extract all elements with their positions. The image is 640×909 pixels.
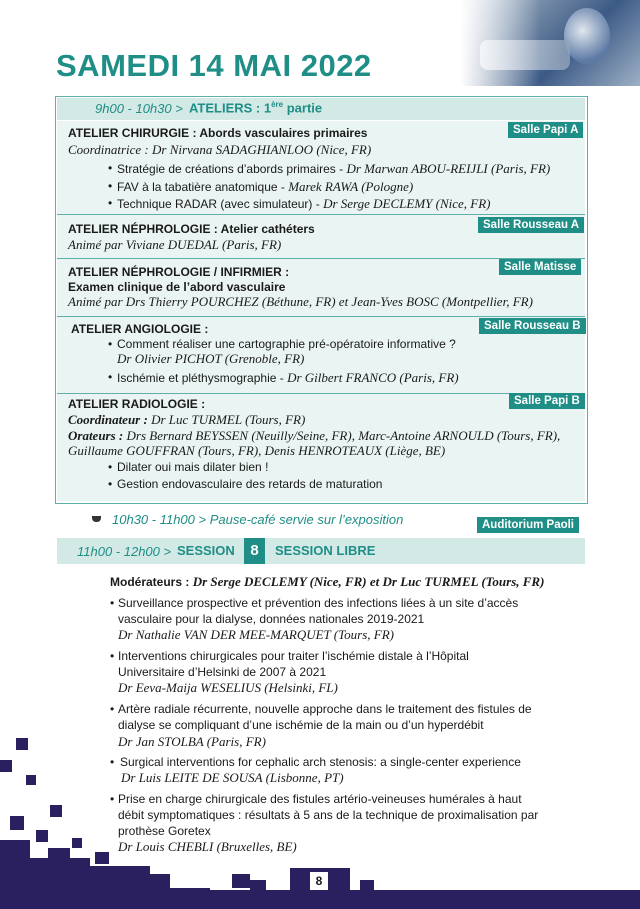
atelier-orators: Orateurs : Drs Bernard BEYSSEN (Neuilly/Seine, FR), Marc-Antoine ARNOULD (Tours, FR), — [68, 428, 561, 443]
session-number: 8 — [244, 538, 265, 564]
atelier-title: ATELIER RADIOLOGIE : — [68, 397, 206, 411]
atelier-item: Stratégie de créations d’abords primaires - Dr Marwan ABOU-REIJLI (Paris, FR) — [117, 161, 551, 176]
atelier-animator: Animé par Drs Thierry POURCHEZ (Béthune, FR) et Jean-Yves BOSC (Montpellier, FR) — [68, 294, 533, 309]
bullet-icon: • — [108, 179, 113, 193]
talk-title: Prise en charge chirurgicale des fistules artério-veineuses humérales à haut — [118, 792, 522, 806]
atelier-item: Technique RADAR (avec simulateur) - Dr Serge DECLEMY (Nice, FR) — [117, 196, 491, 211]
talk-speaker: Dr Nathalie VAN DER MEE-MARQUET (Tours, FR) — [118, 627, 394, 642]
pause-text: 10h30 - 11h00 > Pause-café servie sur l’exposition — [112, 512, 404, 527]
bullet-icon: • — [110, 755, 115, 769]
ateliers-label: ATELIERS : 1ère partie — [189, 100, 323, 116]
session-header — [57, 538, 585, 564]
ateliers-time: 9h00 - 10h30 > — [95, 101, 183, 116]
talk-title: vasculaire pour la dialyse, données nationales 2019-2021 — [118, 612, 425, 626]
talk-title: débit symptomatiques : résultats à 5 ans de la technique de proximalisation par — [118, 808, 539, 822]
bullet-icon: • — [110, 596, 115, 610]
photo-fade — [460, 0, 540, 86]
header-photo — [460, 0, 640, 86]
session-name: SESSION LIBRE — [275, 543, 376, 558]
atelier-title: ATELIER ANGIOLOGIE : — [71, 322, 209, 336]
room-badge: Salle Matisse — [499, 259, 581, 275]
talk-speaker: Dr Jan STOLBA (Paris, FR) — [118, 734, 266, 749]
session-time: 11h00 - 12h00 > — [77, 544, 172, 559]
talk-title: prothèse Goretex — [118, 824, 211, 838]
room-badge: Salle Papi A — [508, 122, 583, 138]
bullet-icon: • — [108, 196, 113, 210]
bullet-icon: • — [108, 161, 113, 175]
bullet-icon: • — [110, 792, 115, 806]
atelier-item: FAV à la tabatière anatomique - Marek RAWA (Pologne) — [117, 179, 414, 194]
talk-title: dialyse se compliquant d’une ischémie de la main ou d’un hyperdébit — [118, 718, 484, 732]
talk-title: Surgical interventions for cephalic arch stenosis: a single-center experience — [120, 755, 521, 769]
atelier-item: Gestion endovasculaire des retards de maturation — [117, 477, 383, 491]
talk-title: Artère radiale récurrente, nouvelle approche dans le traitement des fistules de — [118, 702, 532, 716]
session-moderators: Modérateurs : Dr Serge DECLEMY (Nice, FR) et Dr Luc TURMEL (Tours, FR) — [110, 574, 545, 589]
talk-title: Universitaire d’Helsinki de 2007 à 2021 — [118, 665, 327, 679]
atelier-item: Comment réaliser une cartographie pré-opératoire informative ? — [117, 337, 456, 351]
photo-surgeon — [564, 8, 610, 64]
atelier-orators-cont: Guillaume GOUFFRAN (Tours, FR), Denis HENROTEAUX (Liège, BE) — [68, 443, 446, 458]
room-badge: Salle Rousseau B — [479, 318, 586, 334]
bullet-icon: • — [108, 337, 113, 351]
bullet-icon: • — [108, 370, 113, 384]
bullet-icon: • — [110, 702, 115, 716]
atelier-subtitle: Examen clinique de l’abord vasculaire — [68, 280, 286, 294]
talk-title: Interventions chirurgicales pour traiter l’ischémie distale à l’Hôpital — [118, 649, 469, 663]
atelier-item: Ischémie et pléthysmographie - Dr Gilbert FRANCO (Paris, FR) — [117, 370, 459, 385]
bullet-icon: • — [108, 460, 113, 474]
atelier-title: ATELIER NÉPHROLOGIE : Atelier cathéters — [68, 222, 315, 236]
atelier-title: ATELIER CHIRURGIE : Abords vasculaires primaires — [68, 126, 368, 140]
atelier-coordinator: Coordinatrice : Dr Nirvana SADAGHIANLOO (Nice, FR) — [68, 142, 372, 157]
bullet-icon: • — [110, 649, 115, 663]
atelier-coordinator: Coordinateur : Dr Luc TURMEL (Tours, FR) — [68, 412, 306, 427]
room-badge: Auditorium Paoli — [477, 517, 579, 533]
session-label: SESSION — [177, 543, 235, 558]
talk-speaker: Dr Luis LEITE DE SOUSA (Lisbonne, PT) — [121, 770, 344, 785]
ateliers-header — [57, 98, 585, 120]
bullet-icon: • — [108, 477, 113, 491]
talk-title: Surveillance prospective et prévention des infections liées à un site d’accès — [118, 596, 519, 610]
page-number: 8 — [310, 872, 328, 890]
talk-speaker: Dr Eeva-Maija WESELIUS (Helsinki, FL) — [118, 680, 338, 695]
talk-speaker: Dr Louis CHEBLI (Bruxelles, BE) — [118, 839, 297, 854]
coffee-cup-icon — [92, 516, 101, 522]
atelier-title: ATELIER NÉPHROLOGIE / INFIRMIER : — [68, 265, 290, 279]
atelier-animator: Animé par Viviane DUEDAL (Paris, FR) — [68, 237, 282, 252]
room-badge: Salle Rousseau A — [478, 217, 584, 233]
page-title: SAMEDI 14 MAI 2022 — [56, 48, 372, 83]
atelier-item-speaker: Dr Olivier PICHOT (Grenoble, FR) — [117, 351, 305, 366]
atelier-item: Dilater oui mais dilater bien ! — [117, 460, 269, 474]
room-badge: Salle Papi B — [509, 393, 585, 409]
